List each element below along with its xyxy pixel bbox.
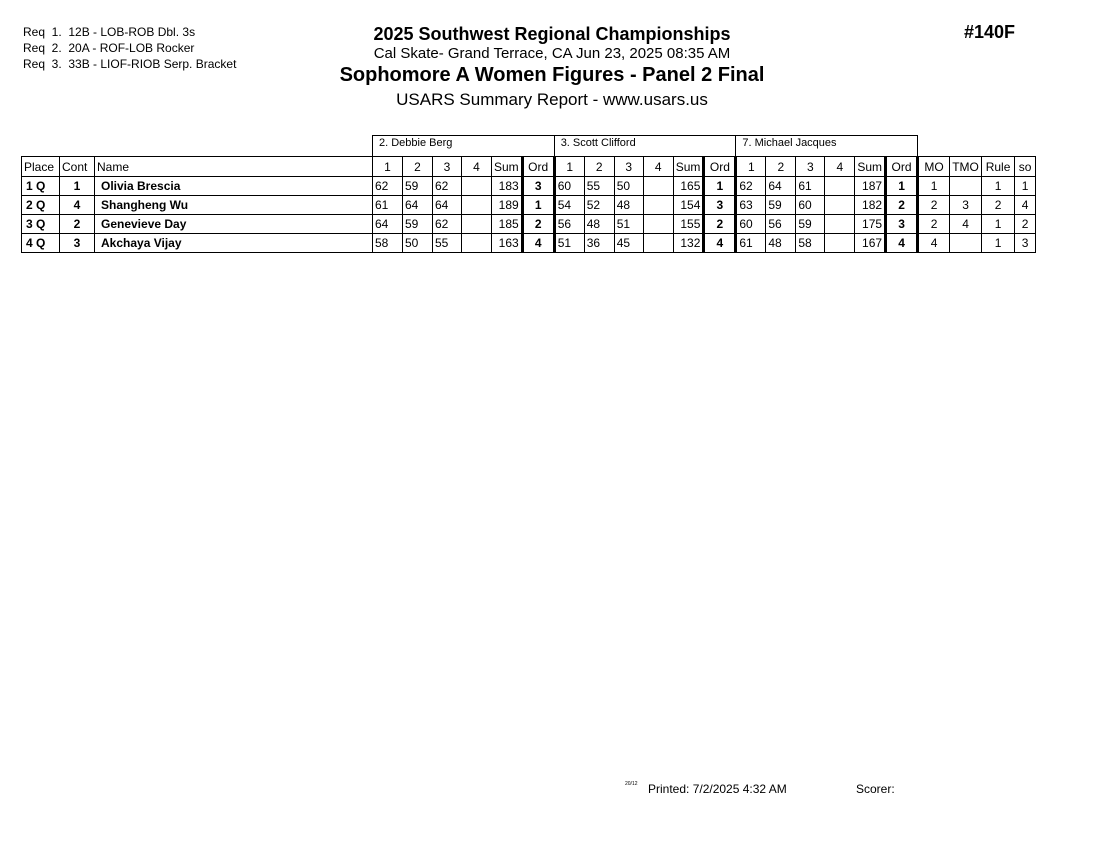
figure-2-score-cell: 59 <box>766 196 796 215</box>
tmo-cell <box>950 234 982 253</box>
ordinal-cell: 4 <box>522 234 554 253</box>
figure-2-score-cell: 52 <box>584 196 614 215</box>
figure-2-score-cell: 64 <box>403 196 433 215</box>
figure-3-score-cell: 55 <box>433 234 462 253</box>
requirement-3: Req 3. 33B - LIOF-RIOB Serp. Bracket <box>23 57 237 71</box>
figure-2-score-cell: 50 <box>403 234 433 253</box>
col-j1-f3: 3 <box>433 157 462 177</box>
ordinal-cell: 2 <box>522 215 554 234</box>
figure-3-score-cell: 64 <box>433 196 462 215</box>
col-name: Name <box>95 157 373 177</box>
col-j2-ord: Ord <box>704 157 736 177</box>
column-header-row <box>22 157 1036 177</box>
figure-1-score-cell: 61 <box>736 234 766 253</box>
sum-cell: 163 <box>492 234 523 253</box>
printed-timestamp: Printed: 7/2/2025 4:32 AM <box>648 782 787 796</box>
figure-4-score-cell <box>462 177 492 196</box>
requirement-1: Req 1. 12B - LOB-ROB Dbl. 3s <box>23 25 196 39</box>
ordinal-cell: 1 <box>886 177 918 196</box>
ordinal-cell: 2 <box>886 196 918 215</box>
tmo-cell: 4 <box>950 215 982 234</box>
mo-cell: 2 <box>918 196 950 215</box>
col-j2-f3: 3 <box>614 157 643 177</box>
col-j3-f3: 3 <box>796 157 825 177</box>
sum-cell: 165 <box>673 177 704 196</box>
figure-2-score-cell: 59 <box>403 177 433 196</box>
col-j3-ord: Ord <box>886 157 918 177</box>
event-name: Sophomore A Women Figures - Panel 2 Final <box>339 64 765 86</box>
rule-cell: 2 <box>982 196 1015 215</box>
figure-1-score-cell: 51 <box>554 234 584 253</box>
figure-3-score-cell: 48 <box>614 196 643 215</box>
so-cell: 3 <box>1015 234 1036 253</box>
judge-1-header: 2. Debbie Berg <box>373 136 555 157</box>
col-j3-sum: Sum <box>855 157 886 177</box>
col-j1-f1: 1 <box>373 157 403 177</box>
col-so: so <box>1015 157 1036 177</box>
event-number: #140F <box>964 22 1016 42</box>
figure-4-score-cell <box>825 177 855 196</box>
col-mo: MO <box>918 157 950 177</box>
col-j2-f4: 4 <box>643 157 673 177</box>
sum-cell: 189 <box>492 196 523 215</box>
figure-4-score-cell <box>825 234 855 253</box>
so-cell: 1 <box>1015 177 1036 196</box>
figure-3-score-cell: 59 <box>796 215 825 234</box>
figure-2-score-cell: 55 <box>584 177 614 196</box>
figure-2-score-cell: 48 <box>584 215 614 234</box>
ordinal-cell: 1 <box>522 196 554 215</box>
figure-1-score-cell: 64 <box>373 215 403 234</box>
place-cell: 1 Q <box>22 177 60 196</box>
figure-3-score-cell: 62 <box>433 177 462 196</box>
figure-2-score-cell: 64 <box>766 177 796 196</box>
figure-2-score-cell: 56 <box>766 215 796 234</box>
table-row <box>22 215 1036 234</box>
sum-cell: 187 <box>855 177 886 196</box>
figure-1-score-cell: 60 <box>736 215 766 234</box>
place-cell: 4 Q <box>22 234 60 253</box>
col-j2-f2: 2 <box>584 157 614 177</box>
contestant-number-cell: 4 <box>60 196 95 215</box>
figure-4-score-cell <box>643 196 673 215</box>
col-cont: Cont <box>60 157 95 177</box>
figure-2-score-cell: 36 <box>584 234 614 253</box>
figure-3-score-cell: 62 <box>433 215 462 234</box>
col-tmo: TMO <box>950 157 982 177</box>
figure-3-score-cell: 45 <box>614 234 643 253</box>
table-row <box>22 234 1036 253</box>
tmo-cell: 3 <box>950 196 982 215</box>
skater-name-cell: Olivia Brescia <box>95 177 373 196</box>
ordinal-cell: 3 <box>522 177 554 196</box>
so-cell: 2 <box>1015 215 1036 234</box>
report-subtitle: USARS Summary Report - www.usars.us <box>396 90 708 109</box>
ordinal-cell: 3 <box>704 196 736 215</box>
figure-4-score-cell <box>462 215 492 234</box>
col-j2-f1: 1 <box>554 157 584 177</box>
report-code: 20/12 <box>625 781 638 787</box>
place-cell: 2 Q <box>22 196 60 215</box>
skater-name-cell: Shangheng Wu <box>95 196 373 215</box>
col-j3-f1: 1 <box>736 157 766 177</box>
figure-1-score-cell: 54 <box>554 196 584 215</box>
venue-date: Cal Skate- Grand Terrace, CA Jun 23, 2025 08:35 AM <box>373 45 731 62</box>
figure-3-score-cell: 60 <box>796 196 825 215</box>
requirement-2: Req 2. 20A - ROF-LOB Rocker <box>23 41 195 55</box>
rule-cell: 1 <box>982 234 1015 253</box>
col-j1-sum: Sum <box>492 157 523 177</box>
col-rule: Rule <box>982 157 1015 177</box>
figure-4-score-cell <box>643 215 673 234</box>
rule-cell: 1 <box>982 177 1015 196</box>
col-place: Place <box>22 157 60 177</box>
results-table <box>21 135 1036 253</box>
sum-cell: 185 <box>492 215 523 234</box>
table-row <box>22 196 1036 215</box>
figure-1-score-cell: 62 <box>373 177 403 196</box>
scorer-label: Scorer: <box>856 782 895 796</box>
col-j3-f4: 4 <box>825 157 855 177</box>
sum-cell: 175 <box>855 215 886 234</box>
figure-2-score-cell: 48 <box>766 234 796 253</box>
sum-cell: 183 <box>492 177 523 196</box>
figure-1-score-cell: 56 <box>554 215 584 234</box>
judge-3-header: 7. Michael Jacques <box>736 136 918 157</box>
sum-cell: 182 <box>855 196 886 215</box>
figure-1-score-cell: 60 <box>554 177 584 196</box>
ordinal-cell: 4 <box>704 234 736 253</box>
skater-name-cell: Genevieve Day <box>95 215 373 234</box>
sum-cell: 167 <box>855 234 886 253</box>
mo-cell: 4 <box>918 234 950 253</box>
sum-cell: 132 <box>673 234 704 253</box>
col-j2-sum: Sum <box>673 157 704 177</box>
figure-1-score-cell: 58 <box>373 234 403 253</box>
judge-row <box>22 136 1036 157</box>
figure-3-score-cell: 61 <box>796 177 825 196</box>
ordinal-cell: 1 <box>704 177 736 196</box>
sum-cell: 155 <box>673 215 704 234</box>
figure-4-score-cell <box>825 196 855 215</box>
figure-4-score-cell <box>643 234 673 253</box>
figure-4-score-cell <box>462 196 492 215</box>
figure-1-score-cell: 63 <box>736 196 766 215</box>
contestant-number-cell: 1 <box>60 177 95 196</box>
tmo-cell <box>950 177 982 196</box>
ordinal-cell: 4 <box>886 234 918 253</box>
table-row <box>22 177 1036 196</box>
figure-4-score-cell <box>825 215 855 234</box>
contestant-number-cell: 3 <box>60 234 95 253</box>
mo-cell: 1 <box>918 177 950 196</box>
col-j3-f2: 2 <box>766 157 796 177</box>
figure-3-score-cell: 50 <box>614 177 643 196</box>
figure-3-score-cell: 58 <box>796 234 825 253</box>
skater-name-cell: Akchaya Vijay <box>95 234 373 253</box>
contestant-number-cell: 2 <box>60 215 95 234</box>
mo-cell: 2 <box>918 215 950 234</box>
judge-2-header: 3. Scott Clifford <box>554 136 736 157</box>
competition-title: 2025 Southwest Regional Championships <box>373 24 731 44</box>
place-cell: 3 Q <box>22 215 60 234</box>
figure-1-score-cell: 61 <box>373 196 403 215</box>
so-cell: 4 <box>1015 196 1036 215</box>
figure-4-score-cell <box>643 177 673 196</box>
sum-cell: 154 <box>673 196 704 215</box>
figure-2-score-cell: 59 <box>403 215 433 234</box>
figure-1-score-cell: 62 <box>736 177 766 196</box>
figure-4-score-cell <box>462 234 492 253</box>
figure-3-score-cell: 51 <box>614 215 643 234</box>
rule-cell: 1 <box>982 215 1015 234</box>
ordinal-cell: 2 <box>704 215 736 234</box>
ordinal-cell: 3 <box>886 215 918 234</box>
col-j1-f2: 2 <box>403 157 433 177</box>
col-j1-ord: Ord <box>522 157 554 177</box>
col-j1-f4: 4 <box>462 157 492 177</box>
